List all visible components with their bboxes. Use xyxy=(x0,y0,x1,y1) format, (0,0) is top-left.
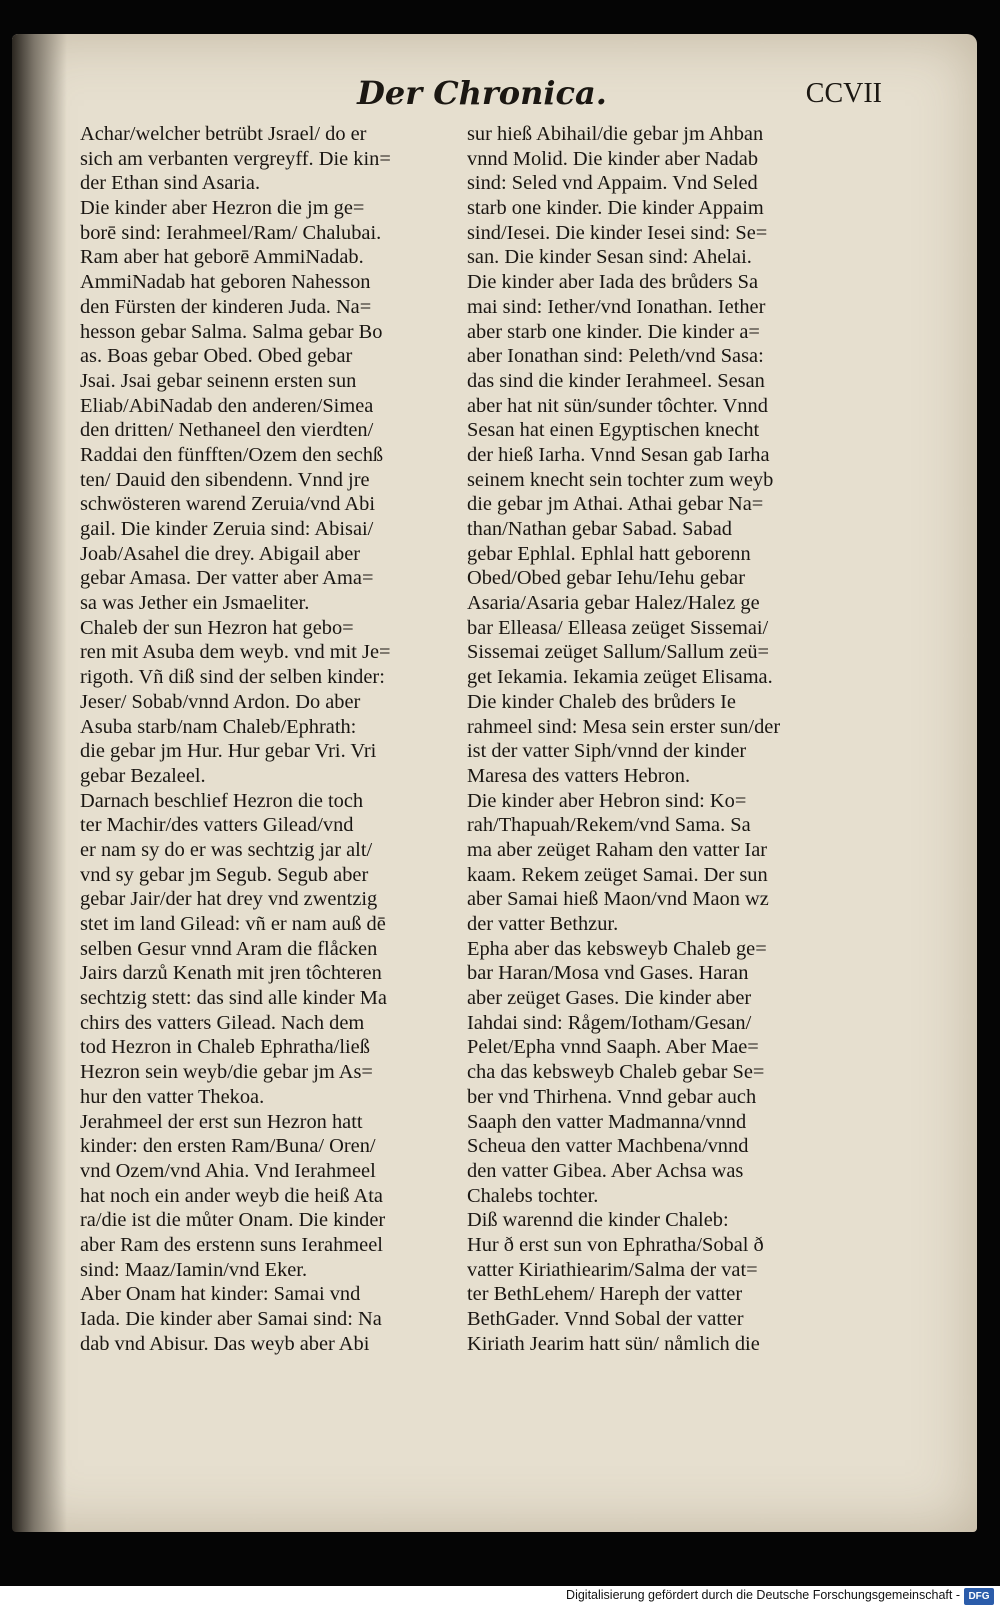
text-line: aber hat nit sün/sunder tôchter. Vnnd xyxy=(467,394,768,417)
text-line: der vatter Bethzur. xyxy=(467,913,619,935)
text-line: hesson gebar Salma. Salma gebar Bo xyxy=(80,320,383,343)
text-line: den dritten/ Nethaneel den vierdten/ xyxy=(80,419,374,442)
text-line: Chalebs tochter. xyxy=(467,1184,599,1207)
text-line: die gebar jm Hur. Hur gebar Vri. Vri xyxy=(80,740,377,763)
text-line: as. Boas gebar Obed. Obed gebar xyxy=(80,345,353,368)
text-line: starb one kinder. Die kinder Appaim xyxy=(467,197,764,220)
page-gutter-shadow xyxy=(12,34,67,1532)
text-line: sich am verbanten vergreyff. Die kin= xyxy=(80,147,391,170)
text-line: selben Gesur vnnd Aram die flåcken xyxy=(80,937,378,960)
text-line: dab vnd Abisur. Das weyb aber Abi xyxy=(80,1332,370,1355)
funding-credit: Digitalisierung gefördert durch die Deutsche Forschungsgemeinschaft - xyxy=(566,1588,960,1602)
text-line: chirs des vatters Gilead. Nach dem xyxy=(80,1011,365,1034)
text-line: mai sind: Iether/vnd Ionathan. Iether xyxy=(467,295,766,318)
text-line: Jeser/ Sobab/vnnd Ardon. Do aber xyxy=(80,690,361,713)
text-line: Iahdai sind: Rågem/Iotham/Gesan/ xyxy=(467,1011,752,1034)
text-line: er nam sy do er was sechtzig jar alt/ xyxy=(80,838,373,861)
text-line: Pelet/Epha vnnd Saaph. Aber Mae= xyxy=(467,1036,759,1059)
text-line: tod Hezron in Chaleb Ephratha/ließ xyxy=(80,1036,370,1059)
text-line: Asaria/Asaria gebar Halez/Halez ge xyxy=(467,592,760,615)
text-line: Jerahmeel der erst sun Hezron hatt xyxy=(80,1110,363,1133)
text-line: Hezron sein weyb/die gebar jm As= xyxy=(80,1061,373,1084)
text-line: gebar Bezaleel. xyxy=(80,764,206,787)
text-line: Eliab/AbiNadab den anderen/Simea xyxy=(80,394,374,417)
text-line: sa was Jether ein Jsmaeliter. xyxy=(80,592,310,615)
text-line: rah/Thapuah/Rekem/vnd Sama. Sa xyxy=(467,814,751,837)
text-line: ten/ Dauid den sibendenn. Vnnd jre xyxy=(80,468,370,491)
text-line: vatter Kiriathiearim/Salma der vat= xyxy=(467,1258,758,1281)
text-line: Darnach beschlief Hezron die toch xyxy=(80,789,364,812)
text-line: Obed/Obed gebar Iehu/Iehu gebar xyxy=(467,567,745,590)
text-line: aber Ionathan sind: Peleth/vnd Sasa: xyxy=(467,345,764,368)
text-line: kinder: den ersten Ram/Buna/ Oren/ xyxy=(80,1135,376,1158)
text-line: Raddai den fünfften/Ozem den sechß xyxy=(80,443,384,466)
text-line: cha das kebsweyb Chaleb gebar Se= xyxy=(467,1061,765,1084)
text-line: ist der vatter Siph/vnnd der kinder xyxy=(467,740,747,763)
text-line: Ram aber hat geborē AmmiNadab. xyxy=(80,246,364,269)
text-line: sind/Iesei. Die kinder Iesei sind: Se= xyxy=(467,221,768,244)
text-line: Sissemai zeüget Sallum/Sallum zeü= xyxy=(467,641,770,664)
text-line: get Iekamia. Iekamia zeüget Elisama. xyxy=(467,666,773,689)
right-text-column xyxy=(467,122,847,1356)
text-line: AmmiNadab hat geboren Nahesson xyxy=(80,271,371,294)
text-line: stet im land Gilead: vñ er nam auß dē xyxy=(80,913,386,935)
text-line: Iada. Die kinder aber Samai sind: Na xyxy=(80,1308,382,1330)
text-line: BethGader. Vnnd Sobal der vatter xyxy=(467,1308,744,1330)
text-line: ter BethLehem/ Hareph der vatter xyxy=(467,1283,743,1306)
text-line: den Fürsten der kinderen Juda. Na= xyxy=(80,295,372,318)
text-line: Saaph den vatter Madmanna/vnnd xyxy=(467,1110,747,1133)
text-line: Die kinder aber Iada des brůders Sa xyxy=(467,271,759,294)
text-line: gebar Ephlal. Ephlal hatt geborenn xyxy=(467,542,751,565)
text-line: vnd sy gebar jm Segub. Segub aber xyxy=(80,863,369,886)
text-line: Asuba starb/nam Chaleb/Ephrath: xyxy=(80,715,357,738)
text-line: ber vnd Thirhena. Vnnd gebar auch xyxy=(467,1085,757,1108)
text-line: sind: Maaz/Iamin/vnd Eker. xyxy=(80,1258,308,1281)
text-line: hat noch ein ander weyb die heiß Ata xyxy=(80,1184,383,1207)
text-line: Scheua den vatter Machbena/vnnd xyxy=(467,1135,749,1158)
text-line: ter Machir/des vatters Gilead/vnd xyxy=(80,814,354,837)
text-line: Achar/welcher betrübt Jsrael/ do er xyxy=(80,123,367,145)
text-line: den vatter Gibea. Aber Achsa was xyxy=(467,1159,744,1182)
text-line: vnd Ozem/vnd Ahia. Vnd Ierahmeel xyxy=(80,1159,376,1182)
text-line: Diß warennd die kinder Chaleb: xyxy=(467,1209,729,1232)
text-line: schwösteren warend Zeruia/vnd Abi xyxy=(80,493,376,516)
text-line: ren mit Asuba dem weyb. vnd mit Je= xyxy=(80,641,391,664)
text-line: gebar Amasa. Der vatter aber Ama= xyxy=(80,567,374,590)
text-line: gebar Jair/der hat drey vnd zwentzig xyxy=(80,888,378,911)
text-line: Jsai. Jsai gebar seinenn ersten sun xyxy=(80,369,357,392)
text-line: Die kinder aber Hebron sind: Ko= xyxy=(467,789,747,812)
text-line: borē sind: Ierahmeel/Ram/ Chalubai. xyxy=(80,221,382,244)
text-line: than/Nathan gebar Sabad. Sabad xyxy=(467,518,732,540)
text-line: vnnd Molid. Die kinder aber Nadab xyxy=(467,147,759,170)
dfg-logo: DFG xyxy=(964,1588,994,1605)
text-line: seinem knecht sein tochter zum weyb xyxy=(467,468,774,491)
text-line: Aber Onam hat kinder: Samai vnd xyxy=(80,1283,361,1306)
text-line: aber Samai hieß Maon/vnd Maon wz xyxy=(467,888,769,911)
text-line: bar Haran/Mosa vnd Gases. Haran xyxy=(467,962,749,985)
text-line: Joab/Asahel die drey. Abigail aber xyxy=(80,542,361,565)
text-line: Maresa des vatters Hebron. xyxy=(467,764,691,787)
text-line: sur hieß Abihail/die gebar jm Ahban xyxy=(467,123,764,145)
folio-number: CCVII xyxy=(805,78,882,109)
text-line: Hur ð erst sun von Ephratha/Sobal ð xyxy=(467,1233,764,1256)
text-line: Sesan hat einen Egyptischen knecht xyxy=(467,419,760,442)
text-line: das sind die kinder Ierahmeel. Sesan xyxy=(467,369,765,392)
left-text-column xyxy=(80,122,460,1356)
text-line: Die kinder Chaleb des brůders Ie xyxy=(467,690,736,713)
text-line: aber Ram des erstenn suns Ierahmeel xyxy=(80,1233,383,1256)
digitization-footer xyxy=(0,1586,1000,1608)
text-line: ra/die ist die můter Onam. Die kinder xyxy=(80,1209,386,1232)
text-line: Jairs darzů Kenath mit jren tôchteren xyxy=(80,962,382,985)
text-line: Epha aber das kebsweyb Chaleb ge= xyxy=(467,937,767,960)
running-title: Der Chronica. xyxy=(357,74,607,112)
text-line: der hieß Iarha. Vnnd Sesan gab Iarha xyxy=(467,443,770,466)
text-line: bar Elleasa/ Elleasa zeüget Sissemai/ xyxy=(467,616,769,639)
text-line: der Ethan sind Asaria. xyxy=(80,172,261,195)
text-line: Kiriath Jearim hatt sün/ nåmlich die xyxy=(467,1332,760,1355)
text-line: Die kinder aber Hezron die jm ge= xyxy=(80,197,365,220)
text-line: rahmeel sind: Mesa sein erster sun/der xyxy=(467,715,781,738)
text-line: aber starb one kinder. Die kinder a= xyxy=(467,320,760,343)
text-line: rigoth. Vñ diß sind der selben kinder: xyxy=(80,666,385,689)
text-line: Chaleb der sun Hezron hat gebo= xyxy=(80,616,354,639)
book-page xyxy=(12,34,977,1532)
text-line: sechtzig stett: das sind alle kinder Ma xyxy=(80,987,387,1010)
text-line: kaam. Rekem zeüget Samai. Der sun xyxy=(467,863,768,886)
text-line: sind: Seled vnd Appaim. Vnd Seled xyxy=(467,172,758,195)
text-line: hur den vatter Thekoa. xyxy=(80,1085,265,1108)
text-line: gail. Die kinder Zeruia sind: Abisai/ xyxy=(80,518,374,540)
text-line: san. Die kinder Sesan sind: Ahelai. xyxy=(467,246,752,269)
text-line: die gebar jm Athai. Athai gebar Na= xyxy=(467,493,764,516)
text-line: ma aber zeüget Raham den vatter Iar xyxy=(467,838,768,861)
text-line: aber zeüget Gases. Die kinder aber xyxy=(467,987,752,1010)
